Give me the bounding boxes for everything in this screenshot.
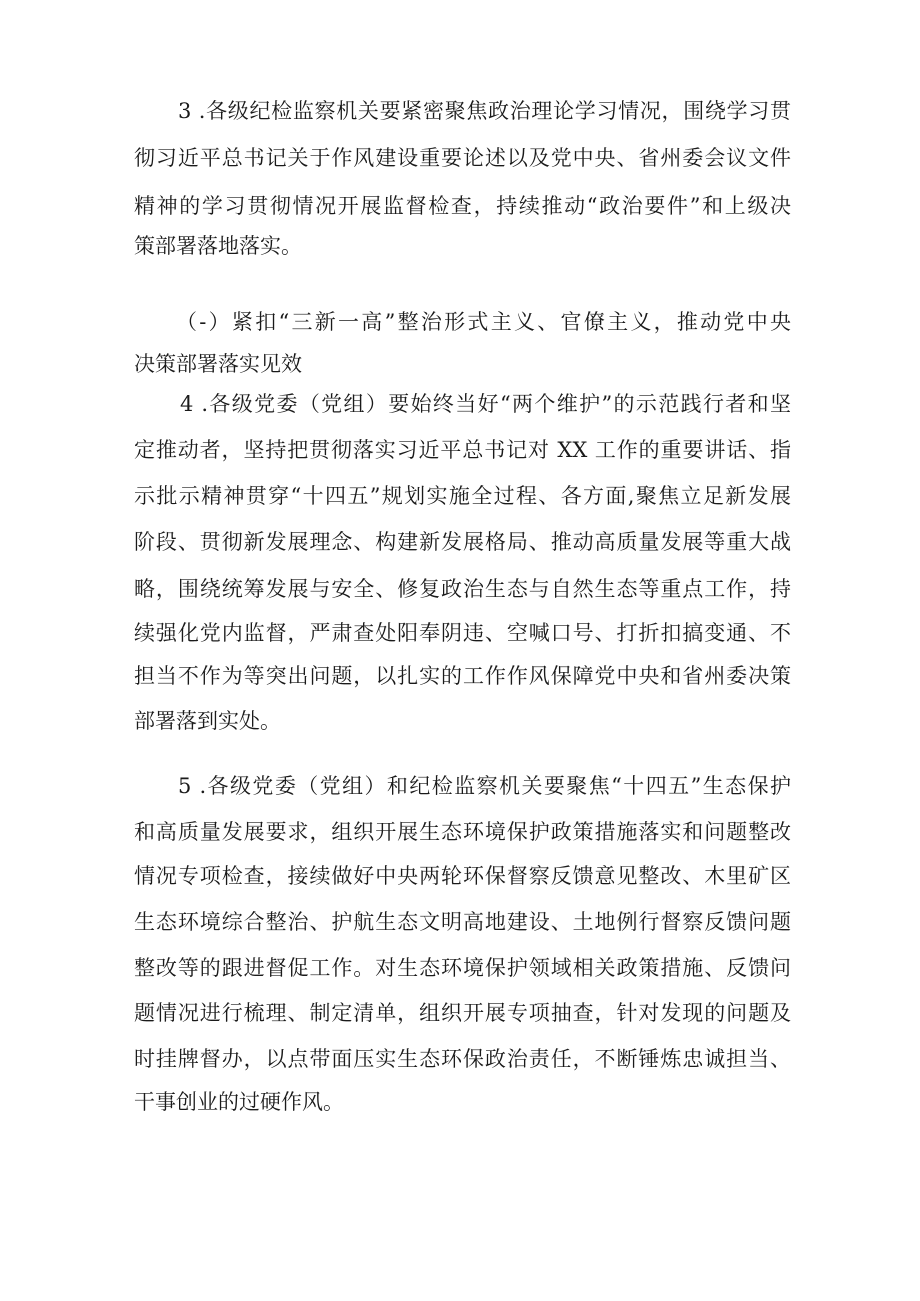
para-4-line: 担当不作为等突出问题，以扎实的工作作风保障党中央和省州委决策 [134,664,791,688]
para-3-line: 3 .各级纪检监察机关要紧密聚焦政治理论学习情况，围绕学习贯 [178,99,791,123]
para-4-line: 略，围绕统筹发展与安全、修复政治生态与自然生态等重点工作，持 [134,577,791,601]
para-3-line: 彻习近平总书记关于作风建设重要论述以及党中央、省州委会议文件 [134,146,791,170]
para-3-line: 策部署落地落实。 [134,234,302,258]
para-5-line: 5 .各级党委（党组）和纪检监察机关要聚焦“十四五”生态保护 [178,774,791,798]
heading-1-line: （-）紧扣“三新一高”整治形式主义、官僚主义，推动党中央 [176,310,791,334]
para-3-line: 精神的学习贯彻情况开展监督检查，持续推动“政治要件”和上级决 [134,194,791,218]
para-4-line: 部署落到实处。 [134,709,281,733]
para-4-line: 示批示精神贯穿“十四五”规划实施全过程、各方面,聚焦立足新发展 [134,484,791,508]
para-5-line: 整改等的跟进督促工作。对生态环境保护领域相关政策措施、反馈问 [134,956,791,980]
para-5-line: 和高质量发展要求，组织开展生态环境保护政策措施落实和问题整改 [134,820,791,844]
para-4-line: 定推动者，坚持把贯彻落实习近平总书记对 XX 工作的重要讲话、指 [134,438,791,462]
para-4-line: 4 .各级党委（党组）要始终当好“两个维护”的示范践行者和坚 [180,392,791,416]
para-5-line: 题情况进行梳理、制定清单，组织开展专项抽查，针对发现的问题及 [134,1001,791,1025]
heading-1-line: 决策部署落实见效 [134,352,302,376]
para-4-line: 阶段、贯彻新发展理念、构建新发展格局、推动高质量发展等重大战 [134,530,791,554]
para-5-line: 时挂牌督办，以点带面压实生态环保政治责任，不断锤炼忠诚担当、 [134,1047,791,1071]
para-4-line: 续强化党内监督，严肃查处阳奉阴违、空喊口号、打折扣搞变通、不 [134,621,791,645]
para-5-line: 生态环境综合整治、护航生态文明高地建设、土地例行督察反馈问题 [134,910,791,934]
para-5-line: 情况专项检查，接续做好中央两轮环保督察反馈意见整改、木里矿区 [134,864,791,888]
para-5-line: 干事创业的过硬作风。 [134,1090,344,1114]
